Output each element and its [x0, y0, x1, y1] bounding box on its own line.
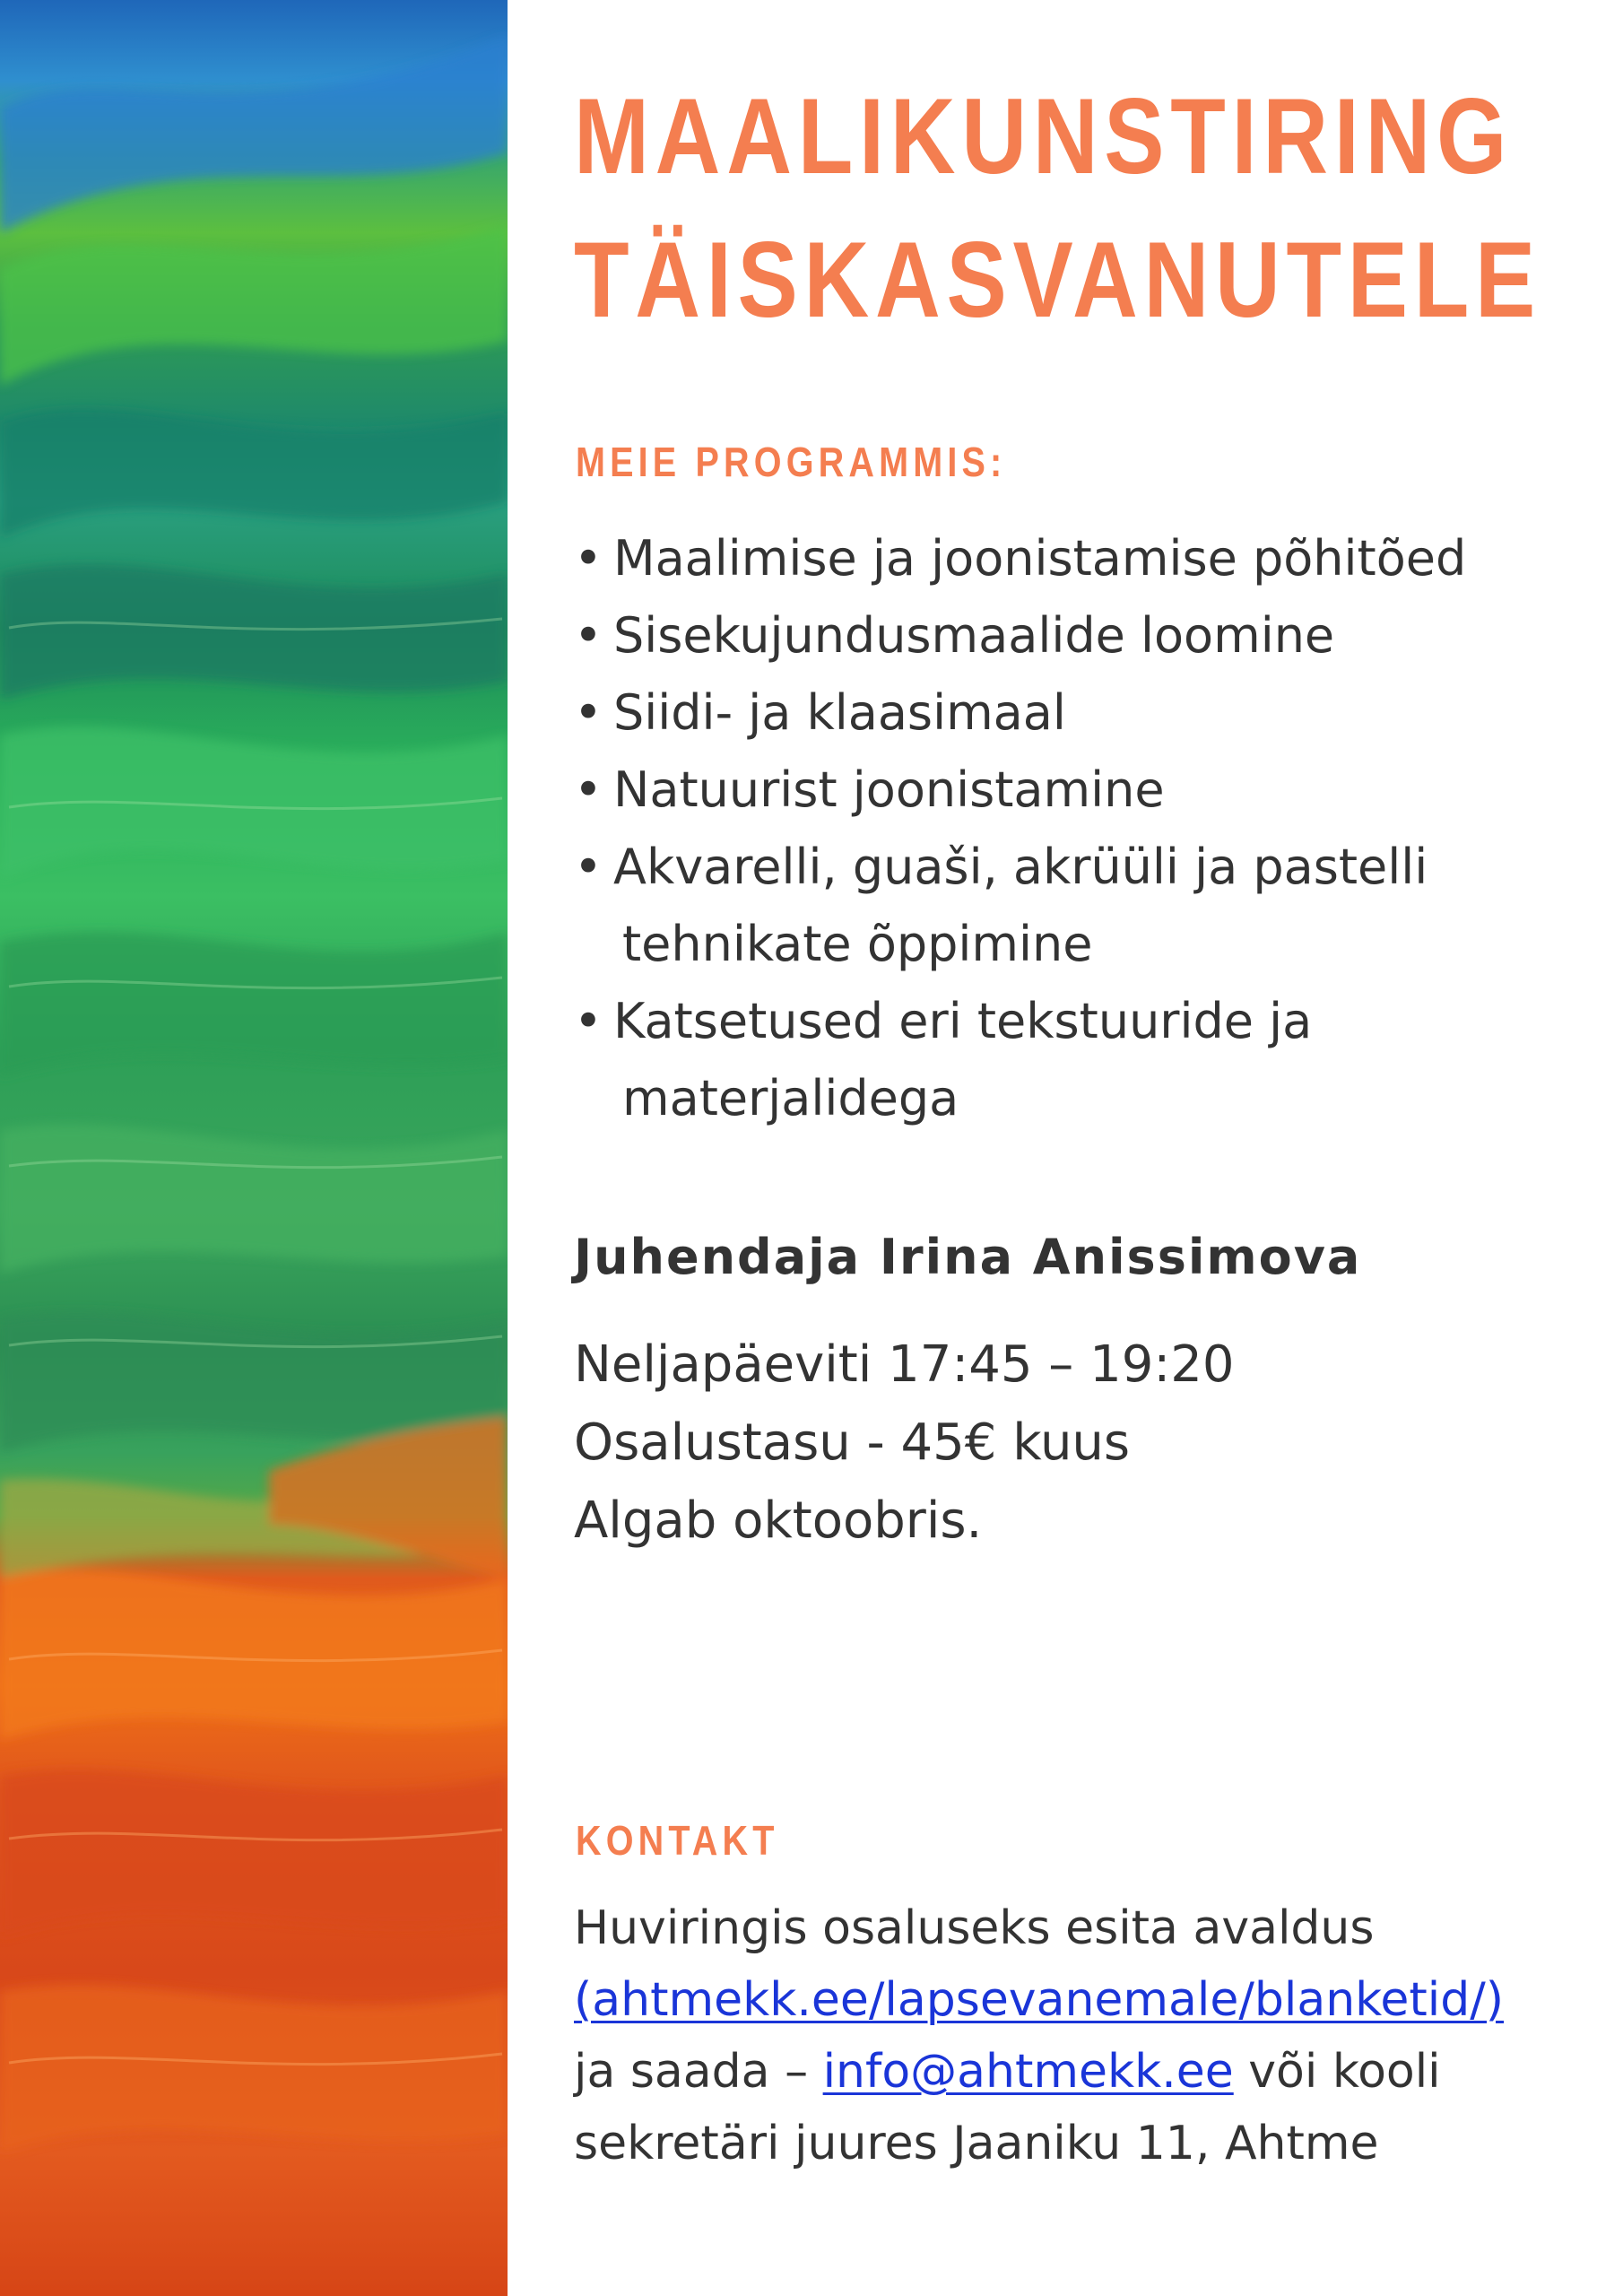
list-item: [574, 983, 1582, 1137]
painting-brushstrokes: [0, 0, 508, 2296]
flyer-content: [574, 0, 1596, 2296]
programme-heading: MEIE PROGRAMMIS:: [576, 439, 1007, 485]
email-link[interactable]: info@ahtmekk.ee: [822, 2045, 1234, 2099]
contact-line-1: Huviringis osaluseks esita avaldus: [574, 1901, 1375, 1955]
programme-list: [574, 520, 1582, 1137]
contact-line-4: sekretäri juures Jaaniku 11, Ahtme: [574, 2117, 1379, 2170]
list-item: [574, 674, 1582, 752]
title-line-2: TÄISKASVANUTELE: [574, 220, 1541, 340]
list-item-text-continued: tehnikate õppimine: [622, 916, 1093, 972]
list-item-text: Katsetused eri tekstuuride ja: [613, 993, 1313, 1049]
painting-image: [0, 0, 508, 2296]
list-item-text: Sisekujundusmaalide loomine: [613, 607, 1335, 664]
contact-line-3-suffix: või kooli: [1233, 2045, 1441, 2099]
list-item: [574, 752, 1582, 829]
list-item-text-continued: materjalidega: [622, 1070, 959, 1126]
contact-line-3: [574, 2036, 1504, 2108]
contact-heading: KONTAKT: [576, 1817, 779, 1864]
start-text: Algab oktoobris.: [574, 1492, 983, 1550]
list-item-text: Akvarelli, guaši, akrüüli ja pastelli: [613, 839, 1428, 895]
list-item-text: Natuurist joonistamine: [613, 761, 1165, 818]
list-item-text: Maalimise ja joonistamise põhitõed: [613, 530, 1467, 587]
flyer-title: [574, 65, 1541, 352]
contact-line-2: [574, 1964, 1504, 2036]
list-item: [574, 597, 1582, 674]
list-item-text: Siidi- ja klaasimaal: [613, 684, 1066, 741]
schedule-text: Neljapäeviti 17:45 – 19:20: [574, 1335, 1235, 1394]
course-details: [574, 1326, 1234, 1560]
fee-text: Osalustasu - 45€ kuus: [574, 1413, 1131, 1472]
contact-line-3-prefix: ja saada –: [574, 2045, 823, 2099]
forms-link[interactable]: (ahtmekk.ee/lapsevanemale/blanketid/): [574, 1973, 1505, 2027]
contact-info: [574, 1892, 1504, 2179]
instructor-name: Juhendaja Irina Anissimova: [574, 1229, 1362, 1285]
title-line-1: MAALIKUNSTIRING: [574, 76, 1514, 196]
list-item: [574, 520, 1582, 597]
list-item: [574, 829, 1582, 983]
